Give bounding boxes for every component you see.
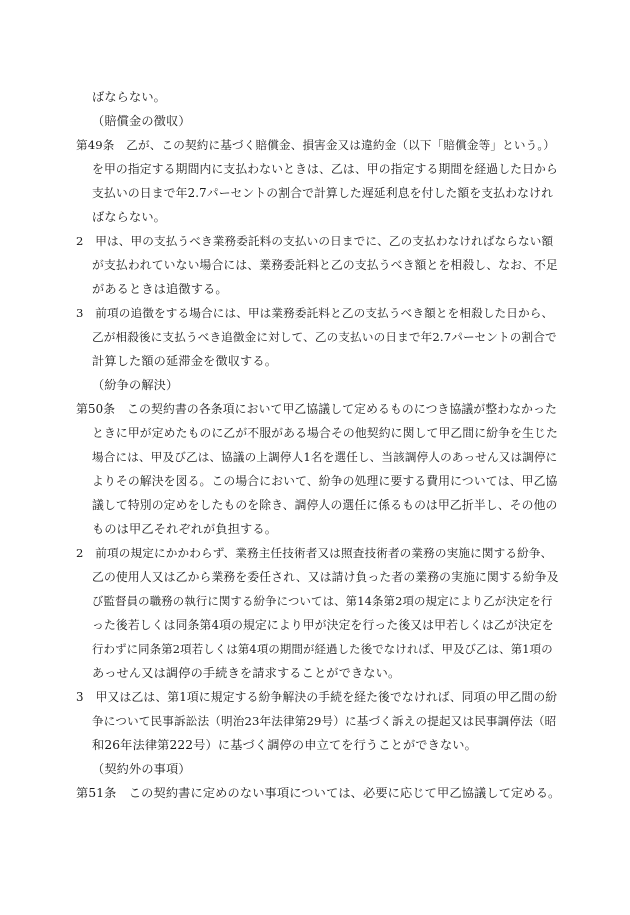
text-line: ものは甲乙それぞれが負担する。 (92, 522, 278, 536)
text-line: った後若しくは同条第4項の規定により甲が決定を行った後又は甲若しくは乙が決定を (92, 618, 554, 632)
text-line: 支払いの日まで年2.7パーセントの割合で計算した遅延利息を付した額を支払わなけれ (92, 186, 554, 200)
text-line: 乙の使用人又は乙から業務を委任され、又は請け負った者の業務の実施に関する紛争及 (92, 570, 559, 584)
article-caption: （紛争の解決） (92, 378, 179, 392)
text-line: ばならない。 (92, 90, 167, 104)
text-line: 議して特別の定めをしたものを除き、調停人の選任に係るものは甲乙折半し、その他の (92, 498, 558, 512)
text-line: ばならない。 (92, 210, 167, 224)
text-line: 争について民事訴訟法（明治23年法律第29号）に基づく訴えの提起又は民事調停法（昭 (92, 714, 557, 728)
text-line: よりその解決を図る。この場合において、紛争の処理に要する費用については、甲乙協 (92, 474, 558, 488)
paragraph-heading: 3 前項の追徴をする場合には、甲は業務委託料と乙の支払うべき額とを相殺した日から、 (76, 306, 554, 320)
text-line: 場合には、甲及び乙は、協議の上調停人1名を選任し、当該調停人のあっせん又は調停に (92, 450, 558, 464)
text-line: 行わずに同条第2項若しくは第4項の期間が経過した後でなければ、甲及び乙は、第1項の (92, 642, 553, 656)
text-line: ときに甲が定めたものに乙が不服がある場合その他契約に関して甲乙間に紛争を生じた (92, 426, 558, 440)
text-line: 和26年法律第222号）に基づく調停の申立てを行うことができない。 (92, 738, 477, 752)
article-heading: 第51条 この契約書に定めのない事項については、必要に応じて甲乙協議して定める。 (76, 786, 561, 800)
text-line: 計算した額の延滞金を徴収する。 (92, 354, 278, 368)
text-line: び監督員の職務の執行に関する紛争については、第14条第2項の規定により乙が決定を行 (92, 594, 553, 608)
article-caption: （契約外の事項） (92, 762, 191, 776)
article-caption: （賠償金の徴収） (92, 114, 191, 128)
text-line: を甲の指定する期間内に支払わないときは、乙は、甲の指定する期間を経過した日から (92, 162, 558, 176)
text-line: 乙が相殺後に支払うべき追徴金に対して、乙の支払いの日まで年2.7パーセントの割合で (92, 330, 557, 344)
article-heading: 第49条 乙が、この契約に基づく賠償金、損害金又は違約金（以下「賠償金等」という。） (76, 138, 556, 152)
paragraph-heading: 3 甲又は乙は、第1項に規定する紛争解決の手続を経た後でなければ、同項の甲乙間の紛 (76, 690, 558, 704)
paragraph-heading: 2 甲は、甲の支払うべき業務委託料の支払いの日までに、乙の支払わなければならない額 (76, 234, 554, 248)
text-line: あっせん又は調停の手続きを請求することができない。 (92, 666, 401, 680)
text-line: が支払われていない場合には、業務委託料と乙の支払うべき額とを相殺し、なお、不足 (92, 258, 558, 272)
text-line: があるときは追徴する。 (92, 282, 228, 296)
article-heading: 第50条 この契約書の各条項において甲乙協議して定めるものにつき協議が整わなかった (76, 402, 558, 416)
paragraph-heading: 2 前項の規定にかかわらず、業務主任技術者又は照査技術者の業務の実施に関する紛争、 (76, 546, 553, 560)
